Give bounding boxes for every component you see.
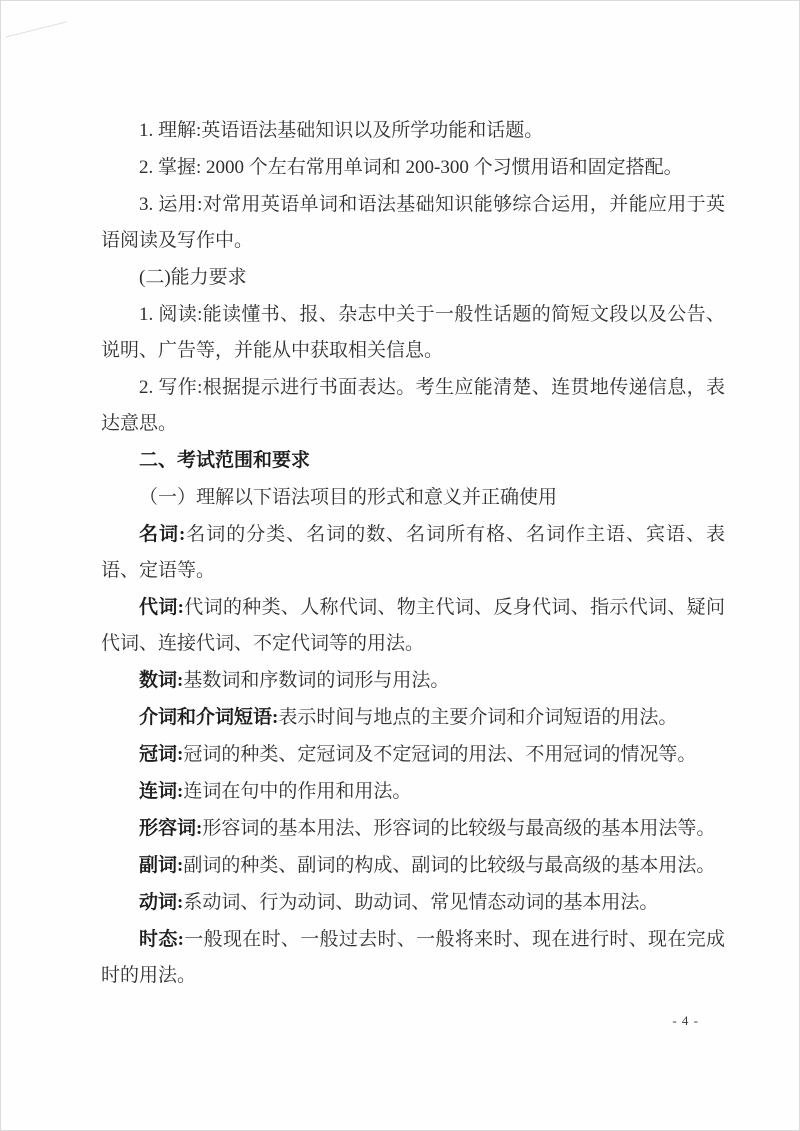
paragraph xyxy=(101,922,725,994)
document-body xyxy=(101,113,725,995)
paragraph-text: 二、考试范围和要求 xyxy=(139,450,311,471)
paragraph-text: 2. 写作:根据提示进行书面表达。考生应能清楚、连贯地传递信息，表达意思。 xyxy=(101,377,725,434)
term-label: 数词: xyxy=(139,670,184,691)
paragraph-text: 1. 理解:英语语法基础知识以及所学功能和话题。 xyxy=(139,120,544,141)
section-heading xyxy=(101,443,725,479)
paragraph-text: 3. 运用:对常用英语单词和语法基础知识能够综合运用，并能应用于英语阅读及写作中。 xyxy=(101,194,725,251)
paragraph xyxy=(101,480,725,516)
paragraph-text: 副词的种类、副词的构成、副词的比较级与最高级的基本用法。 xyxy=(183,855,716,876)
term-label: 副词: xyxy=(139,855,184,876)
term-label: 介词和介词短语: xyxy=(139,707,279,728)
term-label: 连词: xyxy=(139,781,184,802)
term-label: 冠词: xyxy=(139,744,184,765)
page-number: - 4 - xyxy=(672,1013,699,1028)
paragraph xyxy=(101,517,725,589)
paragraph xyxy=(101,700,725,736)
term-label: 时态: xyxy=(139,929,184,950)
paragraph-text: 形容词的基本用法、形容词的比较级与最高级的基本用法等。 xyxy=(202,818,716,839)
term-label: 名词: xyxy=(139,524,186,545)
scan-artifact xyxy=(6,22,66,38)
term-label: 形容词: xyxy=(139,818,203,839)
paragraph-text: 基数词和序数词的词形与用法。 xyxy=(183,670,450,691)
paragraph xyxy=(101,150,725,186)
paragraph xyxy=(101,113,725,149)
term-label: 代词: xyxy=(139,597,184,618)
paragraph-text: 连词在句中的作用和用法。 xyxy=(183,781,412,802)
paragraph xyxy=(101,590,725,662)
paragraph xyxy=(101,663,725,699)
paragraph xyxy=(101,737,725,773)
paragraph-text: 冠词的种类、定冠词及不定冠词的用法、不用冠词的情况等。 xyxy=(183,744,697,765)
paragraph-text: 1. 阅读:能读懂书、报、杂志中关于一般性话题的简短文段以及公告、说明、广告等，并能从中获取相关信息。 xyxy=(101,304,725,361)
paragraph xyxy=(101,187,725,259)
paragraph xyxy=(101,885,725,921)
term-label: 动词: xyxy=(139,892,184,913)
paragraph xyxy=(101,811,725,847)
paragraph-text: (二)能力要求 xyxy=(139,267,247,288)
paragraph-text: 表示时间与地点的主要介词和介词短语的用法。 xyxy=(278,707,678,728)
paragraph-text: （一）理解以下语法项目的形式和意义并正确使用 xyxy=(139,487,558,508)
paragraph xyxy=(101,260,725,296)
paragraph-text: 名词的分类、名词的数、名词所有格、名词作主语、宾语、表语、定语等。 xyxy=(101,524,725,581)
paragraph-text: 一般现在时、一般过去时、一般将来时、现在进行时、现在完成时的用法。 xyxy=(101,929,725,986)
paragraph-text: 2. 掌握: 2000 个左右常用单词和 200-300 个习惯用语和固定搭配。 xyxy=(139,157,683,178)
paragraph xyxy=(101,370,725,442)
paragraph xyxy=(101,848,725,884)
paragraph-text: 代词的种类、人称代词、物主代词、反身代词、指示代词、疑问代词、连接代词、不定代词等的用法。 xyxy=(101,597,725,654)
paragraph xyxy=(101,774,725,810)
paragraph-text: 系动词、行为动词、助动词、常见情态动词的基本用法。 xyxy=(183,892,659,913)
paragraph xyxy=(101,297,725,369)
